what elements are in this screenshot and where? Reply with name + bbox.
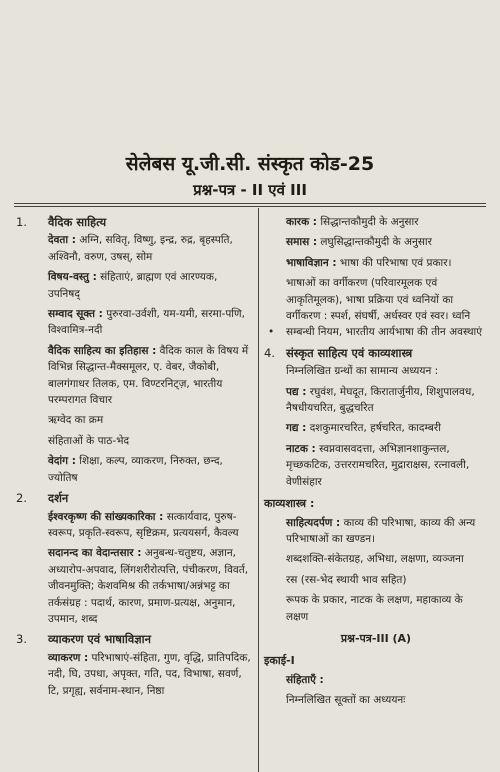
- bullet-icon: •: [268, 326, 275, 339]
- section-heading: वैदिक साहित्य: [48, 215, 107, 229]
- page-title: सेलेबस यू.जी.सी. संस्कृत कोड-25: [125, 153, 375, 175]
- paragraph: शब्दशक्ति-संकेतग्रह, अभिधा, लक्षणा, व्यञ्जना: [286, 553, 464, 566]
- right-column: [264, 214, 488, 713]
- paragraph: रूपक के प्रकार, नाटक के लक्षण, महाकाव्य के लक्षण: [286, 594, 463, 623]
- section-heading: दर्शन: [48, 491, 69, 506]
- section-vyakaran: [16, 631, 252, 699]
- paragraph: रस (रस-भेद स्थायी भाव सहित): [286, 573, 407, 586]
- paragraph: गद्य : दशकुमारचरित, हर्षचरित, कादम्बरी: [286, 422, 441, 435]
- section-number: 4.: [264, 345, 275, 360]
- section-number: 3.: [16, 632, 27, 647]
- paragraph: व्याकरण : परिभाषाएं-संहिता, गुण, वृद्धि, प्रातिपदिक, नदी, घि, उपधा, अपृक्त, गति, पद, विभाषा, सवर्ण, टि, प्रगृह्य, सर्वनाम-स्थान, निष्ठा: [48, 651, 251, 697]
- section-sahitya: [264, 345, 488, 490]
- paper-heading: प्रश्न-पत्र-III (A): [340, 631, 412, 645]
- paragraph: नाटक : स्वप्नवासवदत्ता, अभिज्ञानशाकुन्तल, मृच्छकटिक, उत्तररामचरित, मुद्राराक्षस, रत्नावली, वेणीसंहार: [286, 442, 470, 488]
- section-number: 1.: [16, 215, 27, 229]
- section-vedic: [16, 214, 252, 486]
- paragraph: सम्वाद सूक्त : पुरुरवा-उर्वशी, यम-यमी, सरमा-पणि, विश्वामित्र-नदी: [48, 308, 245, 337]
- left-column: [16, 214, 252, 703]
- paragraph: वेदांग : शिक्षा, कल्प, व्याकरण, निरुक्त, छन्द, ज्योतिष: [48, 455, 223, 484]
- section-number: 2.: [16, 491, 27, 506]
- paragraph: समास : लघुसिद्धान्तकौमुदी के अनुसार: [286, 236, 432, 249]
- paragraph: निम्नलिखित सूक्तों का अध्ययनः: [286, 694, 406, 707]
- paragraph: वैदिक साहित्य का इतिहास : वैदिक काल के विषय में विभिन्न सिद्धान्त-मैक्समूलर, ए. वेबर, जैकोबी, बालगंगाधर तिलक, एम. विण्टरनिट्ज़, भारतीय परम्परागत विचार: [48, 344, 249, 407]
- paragraph: विषय-वस्तु : संहिताएं, ब्राह्मण एवं आरण्यक, उपनिषद्: [48, 271, 218, 300]
- paragraph: भाषाओं का वर्गीकरण (परिवारमूलक एवं आकृतिमूलक), भाषा प्रक्रिया एवं ध्वनियों का वर्गीकरण : स्पर्श, संघर्षी, अर्धस्वर एवं स्वर। ध्वनि: [286, 277, 471, 323]
- paragraph: संहिताओं के पाठ-भेद: [48, 434, 130, 447]
- paragraph: देवता : अग्नि, सवितृ, विष्णु, इन्द्र, रुद्र, बृहस्पति, अश्विनौ, वरुण, उषस्, सोम: [48, 234, 233, 263]
- unit-heading: इकाई-I: [264, 654, 295, 668]
- section-darshan: [16, 490, 252, 627]
- paragraph: संहिताएँ :: [286, 673, 324, 686]
- top-rule-2: [14, 206, 486, 207]
- paragraph: कारक : सिद्धान्तकौमुदी के अनुसार: [286, 216, 419, 228]
- kavyashastra-heading: काव्यशास्त्र :: [264, 497, 315, 511]
- paragraph: साहित्यदर्पण : काव्य की परिभाषा, काव्य की अन्य परिभाषाओं का खण्डन।: [286, 516, 476, 545]
- section-heading: संस्कृत साहित्य एवं काव्यशास्त्र: [286, 345, 413, 360]
- paragraph: सदानन्द का वेदान्तसार : अनुबन्ध-चतुष्टय, अज्ञान, अध्यारोप-अपवाद, लिंगशरीरोत्पत्ति, पंचीकरण, विवर्त, जीवनमुक्ति; केशवमिश्र की तर्कभाषा/अन्नंभट्ट का तर्कसंग्रह : पदार्थ, कारण, प्रमाण-प्रत्यक्ष, अनुमान, उपमान, शब्द: [48, 547, 249, 625]
- page-subtitle: प्रश्न-पत्र - II एवं III: [193, 181, 307, 199]
- top-rule: [14, 203, 486, 204]
- paragraph: पद्य : रघुवंश, मेघदूत, किरातार्जुनीय, शिशुपालवध, नैषधीयचरित, बुद्धचरित: [286, 385, 475, 415]
- column-divider: [258, 208, 259, 772]
- paragraph: • सम्बन्धी नियम, भारतीय आर्यभाषा की तीन अवस्थाएं: [286, 324, 488, 340]
- section-heading: व्याकरण एवं भाषाविज्ञान: [48, 632, 151, 647]
- paragraph: निम्नलिखित ग्रन्थों का सामान्य अध्ययन :: [286, 365, 439, 378]
- paragraph: ईश्वरकृष्ण की सांख्यकारिका : सत्कार्यवाद, पुरुष-स्वरूप, प्रकृति-स्वरूप, सृष्टिक्रम, प्रत्ययसर्ग, कैवल्य: [48, 510, 239, 539]
- paragraph: भाषाविज्ञान : भाषा की परिभाषा एवं प्रकार।: [286, 256, 452, 269]
- paragraph: ऋग्वेद का क्रम: [48, 414, 104, 427]
